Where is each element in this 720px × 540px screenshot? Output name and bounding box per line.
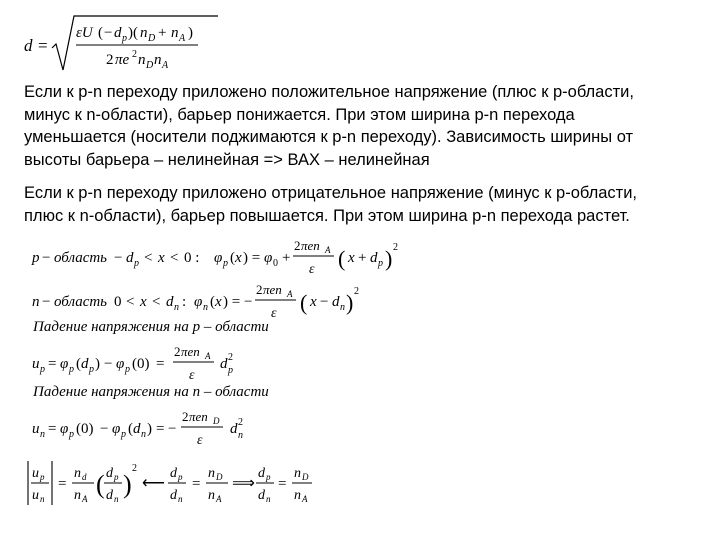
svg-text:εU: εU: [76, 25, 93, 41]
caption-n-region-drop: Падение напряжения на n – области: [33, 384, 269, 400]
svg-text:p: p: [178, 472, 183, 482]
svg-text:=: =: [156, 356, 165, 372]
svg-text:p: p: [32, 250, 40, 266]
svg-text:d: d: [106, 488, 113, 503]
forward-line-1: Если к р-n переходу приложено положительное напряжение (плюс к р-области,: [24, 83, 634, 101]
svg-text:p: p: [69, 429, 74, 440]
svg-text:p: p: [40, 472, 45, 482]
svg-text:n: n: [154, 52, 162, 68]
svg-text:x: x: [348, 250, 355, 266]
svg-text:(0): (0): [76, 421, 94, 437]
svg-text:πen: πen: [189, 409, 208, 424]
svg-text:A: A: [179, 33, 186, 44]
svg-text:d: d: [24, 36, 33, 55]
svg-text:=: =: [156, 421, 165, 437]
svg-text:=: =: [48, 421, 57, 437]
svg-text:n: n: [74, 488, 81, 503]
svg-text:n: n: [40, 494, 45, 504]
caption-p-region-drop: Падение напряжения на p – области: [33, 319, 269, 335]
svg-text:D: D: [213, 416, 220, 426]
svg-text:d: d: [82, 472, 87, 482]
svg-text:2: 2: [106, 52, 114, 68]
svg-text:<: <: [170, 250, 179, 266]
svg-text:p: p: [266, 472, 271, 482]
svg-text:−: −: [320, 294, 329, 310]
svg-text:(: (: [338, 246, 346, 271]
reverse-line-1: Если к р-n переходу приложено отрицательное напряжение (минус к р-области,: [24, 184, 637, 202]
svg-text:=: =: [58, 476, 67, 492]
svg-text:d: d: [166, 294, 174, 310]
svg-text:<: <: [152, 294, 161, 310]
svg-text:d: d: [258, 488, 265, 503]
svg-text:d: d: [126, 250, 134, 266]
svg-text:d: d: [106, 466, 113, 481]
svg-text:2: 2: [228, 352, 233, 363]
svg-text:2: 2: [174, 344, 181, 359]
svg-text:n: n: [138, 52, 146, 68]
svg-text:+: +: [358, 250, 367, 266]
svg-text:⟵: ⟵: [142, 475, 165, 492]
svg-text:πen: πen: [181, 344, 200, 359]
svg-text:2: 2: [294, 238, 301, 253]
svg-text:d: d: [170, 488, 177, 503]
svg-text:n: n: [208, 488, 215, 503]
svg-text:n: n: [238, 430, 243, 441]
svg-text:(0): (0): [132, 356, 150, 372]
forward-line-4: высоты барьера – нелинейная => ВАХ – нелинейная: [24, 150, 430, 169]
svg-text:A: A: [287, 289, 293, 299]
svg-text:−: −: [104, 356, 113, 372]
svg-text:n: n: [266, 494, 271, 504]
svg-text:ε: ε: [309, 262, 315, 277]
svg-text:2: 2: [354, 286, 359, 297]
formula-ratio: [24, 455, 314, 515]
forward-line-3: уменьшается (носители поджимаются к р-n переходу). Зависимость ширины от: [24, 128, 634, 146]
formula-u-n: [30, 405, 280, 455]
svg-text:ε: ε: [197, 433, 203, 448]
svg-text:d: d: [230, 421, 238, 437]
svg-text:u: u: [32, 488, 39, 503]
svg-text:): ): [188, 25, 193, 41]
svg-text:−: −: [42, 250, 51, 266]
svg-text:−: −: [244, 294, 253, 310]
svg-text:): ): [147, 421, 152, 437]
svg-text:ε: ε: [271, 306, 277, 321]
svg-text:φ: φ: [60, 356, 69, 372]
svg-text:=: =: [192, 476, 201, 492]
svg-text:p: p: [223, 258, 228, 269]
formula-u-p: [30, 340, 270, 390]
svg-text:p: p: [378, 258, 383, 269]
svg-text:p: p: [114, 472, 119, 482]
svg-text:n: n: [74, 466, 81, 481]
svg-text:n: n: [340, 302, 345, 313]
svg-text::: :: [182, 294, 187, 310]
svg-text:−: −: [168, 421, 177, 437]
svg-text:n: n: [141, 429, 146, 440]
svg-text:область: область: [54, 250, 108, 266]
svg-text:ε: ε: [189, 368, 195, 383]
svg-text:n: n: [40, 429, 45, 440]
formula-p-region: [30, 232, 410, 282]
svg-text:+: +: [282, 250, 291, 266]
svg-text:A: A: [82, 494, 88, 504]
svg-text:A: A: [216, 494, 222, 504]
svg-text:x: x: [158, 250, 165, 266]
svg-text:(: (: [210, 294, 215, 310]
svg-text:πen: πen: [263, 282, 282, 297]
formula-width: [22, 10, 222, 76]
svg-text:D: D: [216, 472, 223, 482]
svg-text:d: d: [81, 356, 89, 372]
svg-text:0 :: 0 :: [184, 250, 200, 266]
svg-text:+: +: [158, 25, 167, 41]
svg-text:πen: πen: [301, 238, 320, 253]
svg-text:p: p: [69, 364, 74, 375]
svg-text:d: d: [133, 421, 141, 437]
svg-text:n: n: [114, 494, 119, 504]
reverse-line-2: плюс к n-области), барьер повышается. При этом ширина р-n перехода растет.: [24, 206, 630, 225]
svg-text:(: (: [230, 250, 235, 266]
svg-text:n: n: [294, 488, 301, 503]
svg-text:область: область: [54, 294, 108, 310]
svg-text:φ: φ: [264, 250, 273, 266]
svg-text:n: n: [140, 25, 148, 41]
svg-text:φ: φ: [194, 294, 203, 310]
svg-text:A: A: [205, 351, 211, 361]
svg-text:0: 0: [114, 294, 122, 310]
svg-text:p: p: [122, 33, 127, 44]
svg-text:<: <: [126, 294, 135, 310]
svg-text:p: p: [89, 364, 94, 375]
svg-text:φ: φ: [116, 356, 125, 372]
svg-text:−: −: [100, 421, 109, 437]
svg-text:)(: )(: [128, 25, 138, 41]
svg-text:(: (: [300, 290, 308, 315]
svg-text:φ: φ: [60, 421, 69, 437]
svg-text:) =: ) =: [243, 250, 261, 266]
svg-text:p: p: [228, 365, 233, 376]
svg-text:−: −: [42, 294, 51, 310]
svg-text:D: D: [146, 60, 154, 71]
svg-text:u: u: [32, 421, 40, 437]
svg-text:=: =: [38, 36, 48, 55]
svg-text:d: d: [114, 25, 122, 41]
svg-text:−: −: [104, 25, 113, 41]
svg-text:<: <: [144, 250, 153, 266]
svg-text:=: =: [48, 356, 57, 372]
svg-text:⟹: ⟹: [232, 475, 255, 492]
svg-text:A: A: [325, 245, 331, 255]
svg-text:d: d: [370, 250, 378, 266]
svg-text:n: n: [208, 466, 215, 481]
svg-text:d: d: [170, 466, 177, 481]
svg-text:) =: ) =: [223, 294, 241, 310]
svg-text:): ): [346, 290, 354, 315]
svg-text:(: (: [98, 25, 103, 41]
svg-text:u: u: [32, 466, 39, 481]
svg-text:(: (: [96, 470, 105, 499]
svg-text:φ: φ: [112, 421, 121, 437]
svg-text:n: n: [294, 466, 301, 481]
forward-line-2: минус к n-области), барьер понижается. При этом ширина р-n перехода: [24, 105, 575, 124]
svg-text:x: x: [310, 294, 317, 310]
svg-text:d: d: [220, 356, 228, 372]
svg-text:n: n: [203, 302, 208, 313]
svg-text:p: p: [125, 364, 130, 375]
svg-text:u: u: [32, 356, 40, 372]
svg-text:2: 2: [132, 463, 137, 474]
svg-text:x: x: [140, 294, 147, 310]
svg-text:p: p: [134, 258, 139, 269]
svg-text:p: p: [40, 364, 45, 375]
svg-text:): ): [95, 356, 100, 372]
svg-text:p: p: [121, 429, 126, 440]
svg-text:A: A: [162, 60, 169, 71]
svg-text:n: n: [174, 302, 179, 313]
svg-text:πe: πe: [115, 52, 130, 68]
svg-text:): ): [123, 470, 132, 499]
svg-text:2: 2: [256, 282, 263, 297]
svg-text:(: (: [128, 421, 133, 437]
svg-text:): ): [385, 246, 393, 271]
svg-text:2: 2: [393, 242, 398, 253]
svg-text:x: x: [235, 250, 242, 266]
svg-text:−: −: [114, 250, 123, 266]
svg-text:0: 0: [273, 258, 278, 269]
svg-text:2: 2: [182, 409, 189, 424]
svg-text:A: A: [302, 494, 308, 504]
svg-text:(: (: [76, 356, 81, 372]
svg-text:n: n: [32, 294, 40, 310]
svg-text:d: d: [332, 294, 340, 310]
svg-text:D: D: [302, 472, 309, 482]
svg-text:n: n: [178, 494, 183, 504]
svg-text:2: 2: [132, 49, 137, 60]
svg-text:d: d: [258, 466, 265, 481]
svg-text:x: x: [215, 294, 222, 310]
svg-text:φ: φ: [214, 250, 223, 266]
svg-text:2: 2: [238, 417, 243, 428]
svg-text:D: D: [148, 33, 156, 44]
svg-text:=: =: [278, 476, 287, 492]
svg-text:n: n: [171, 25, 179, 41]
